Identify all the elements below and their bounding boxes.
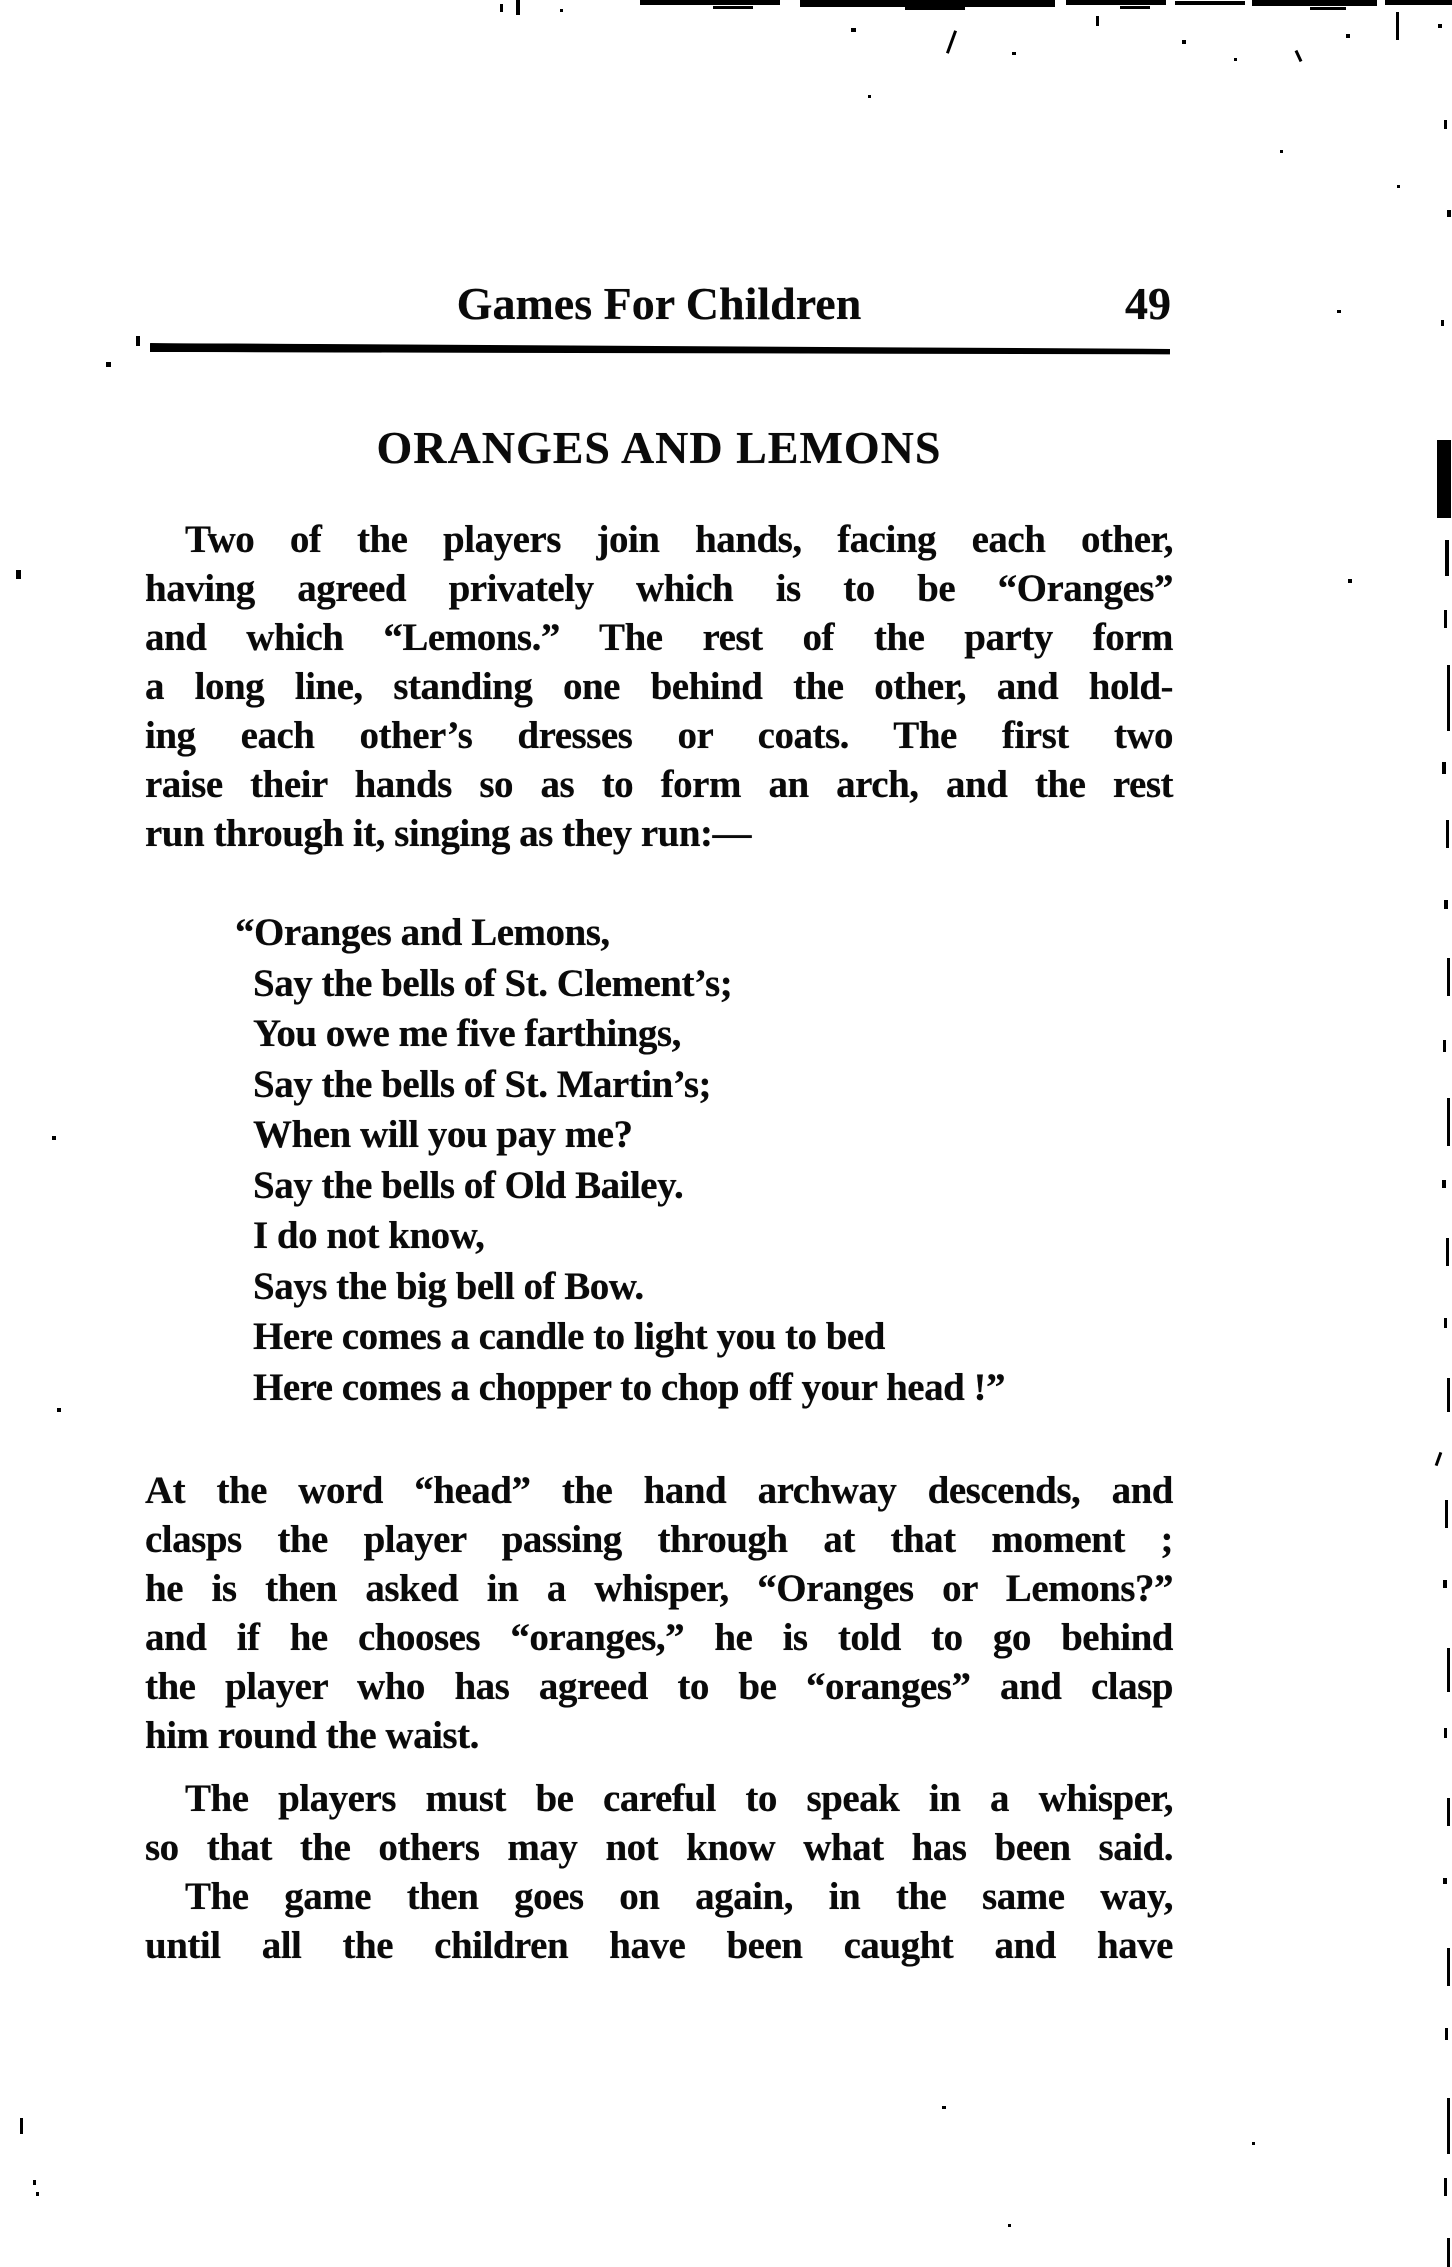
scan-speck — [33, 2180, 36, 2185]
scan-speck — [1447, 1798, 1450, 1826]
scan-speck — [1447, 210, 1451, 217]
scan-speck — [1442, 762, 1446, 774]
scan-speck — [560, 9, 563, 12]
scan-speck — [1066, 0, 1166, 5]
scan-speck — [1008, 2224, 1011, 2227]
scan-speck — [1012, 52, 1016, 55]
text-line: Two of the players join hands, facing each other, — [185, 518, 1173, 561]
scan-speck — [1348, 579, 1352, 583]
scan-speck — [1438, 24, 1442, 28]
scan-speck — [1295, 50, 1303, 62]
scan-speck — [1447, 958, 1450, 996]
verse-line: Say the bells of St. Martin’s; — [253, 1062, 712, 1106]
text-line: and which “Lemons.” The rest of the party form — [145, 616, 1173, 659]
rhyme-verse — [235, 908, 1233, 1413]
scan-speck — [1447, 2238, 1450, 2267]
scan-speck — [1444, 610, 1447, 628]
verse-line: Says the big bell of Bow. — [253, 1264, 644, 1308]
page-number: 49 — [1125, 278, 1171, 329]
scan-speck — [20, 2118, 23, 2134]
scan-speck — [36, 2192, 39, 2196]
scan-speck — [516, 0, 520, 15]
scan-speck — [106, 362, 111, 367]
scan-speck — [1337, 310, 1341, 313]
scan-speck — [57, 1408, 61, 1412]
text-line: ing each other’s dresses or coats. The first two — [145, 714, 1173, 757]
scan-speck — [1444, 120, 1447, 129]
verse-line: Here comes a chopper to chop off your head !” — [253, 1365, 1006, 1409]
scan-speck — [1234, 58, 1237, 61]
verse-line: I do not know, — [253, 1214, 485, 1257]
section-heading: ORANGES AND LEMONS — [376, 422, 942, 473]
scan-speck — [52, 1136, 56, 1140]
scan-speck — [1120, 6, 1150, 9]
text-line: The game then goes on again, in the same way, — [185, 1875, 1173, 1918]
scan-speck — [1437, 440, 1451, 518]
verse-line: Say the bells of Old Bailey. — [253, 1163, 684, 1207]
scan-speck — [1447, 1378, 1450, 1412]
scan-speck — [1252, 2142, 1255, 2145]
text-line: a long line, standing one behind the other, and hold- — [145, 665, 1173, 708]
scan-speck — [1442, 1180, 1446, 1188]
text-line: The players must be careful to speak in a whisper, — [185, 1777, 1173, 1820]
scan-speck — [1175, 1, 1245, 5]
scan-speck — [1397, 185, 1400, 188]
text-line: raise their hands so as to form an arch, and the rest — [145, 763, 1173, 806]
text-line: clasps the player passing through at that moment ; — [145, 1518, 1173, 1561]
scan-speck — [1443, 1040, 1446, 1052]
scan-speck — [800, 0, 1055, 7]
scan-speck — [1441, 320, 1444, 326]
scan-speck — [1346, 34, 1350, 38]
scan-speck — [1447, 1948, 1450, 1986]
text-line: him round the waist. — [145, 1714, 479, 1757]
text-line: the player who has agreed to be “oranges” and clasp — [145, 1665, 1173, 1708]
scan-speck — [905, 7, 965, 10]
text-line: At the word “head” the hand archway descends, and — [145, 1469, 1173, 1512]
verse-line: You owe me five farthings, — [253, 1012, 681, 1055]
verse-line: Say the bells of St. Clement’s; — [253, 961, 733, 1005]
text-line: having agreed privately which is to be “Oranges” — [145, 567, 1173, 610]
text-line: he is then asked in a whisper, “Oranges or Lemons?” — [145, 1567, 1173, 1610]
verse-line: When will you pay me? — [253, 1113, 633, 1156]
scan-speck — [1446, 1238, 1449, 1266]
scan-speck — [942, 2106, 946, 2109]
verse-line: Here comes a candle to light you to bed — [253, 1315, 885, 1358]
scan-speck — [500, 4, 503, 12]
scan-speck — [16, 570, 21, 579]
scan-speck — [1447, 1648, 1450, 1692]
scan-speck — [868, 95, 871, 98]
scan-speck — [1443, 1580, 1447, 1588]
scan-speck — [1385, 0, 1452, 5]
scan-speck — [640, 0, 780, 5]
text-line: until all the children have been caught and have — [145, 1924, 1173, 1967]
scan-speck — [1445, 2028, 1448, 2040]
scan-speck — [1447, 2098, 1450, 2154]
paragraph-intro — [145, 515, 1173, 858]
scan-speck — [1435, 1452, 1443, 1466]
scan-speck — [1446, 820, 1449, 848]
scan-speck — [1252, 0, 1377, 6]
scan-speck — [1310, 7, 1346, 10]
scan-speck — [1096, 16, 1099, 26]
scan-speck — [1445, 1500, 1448, 1528]
scan-speck — [946, 30, 957, 54]
text-line: and if he chooses “oranges,” he is told to go behind — [145, 1616, 1173, 1659]
text-line: so that the others may not know what has been said. — [145, 1826, 1173, 1869]
verse-line: “Oranges and Lemons, — [235, 911, 610, 954]
running-header-title: Games For Children — [456, 278, 862, 329]
header-rule — [150, 343, 1170, 356]
scan-speck — [1280, 150, 1283, 153]
scan-speck — [713, 6, 753, 9]
text-line: run through it, singing as they run:— — [145, 812, 751, 855]
scan-speck — [1444, 2178, 1447, 2196]
scan-speck — [851, 28, 856, 32]
paragraph-caught — [145, 1466, 1173, 1760]
scan-speck — [1447, 665, 1450, 731]
scan-speck — [1443, 1878, 1447, 1884]
paragraph-game-goes-on — [145, 1872, 1173, 1970]
scan-speck — [1182, 40, 1186, 44]
scan-speck — [1444, 1318, 1447, 1328]
running-header — [145, 279, 1173, 329]
scan-speck — [1445, 540, 1449, 576]
paragraph-whisper — [145, 1774, 1173, 1872]
scan-speck — [1447, 1098, 1450, 1146]
scan-speck — [1444, 1728, 1447, 1738]
scan-speck — [1444, 900, 1448, 909]
scan-speck — [136, 336, 140, 346]
scan-speck — [1396, 12, 1399, 40]
